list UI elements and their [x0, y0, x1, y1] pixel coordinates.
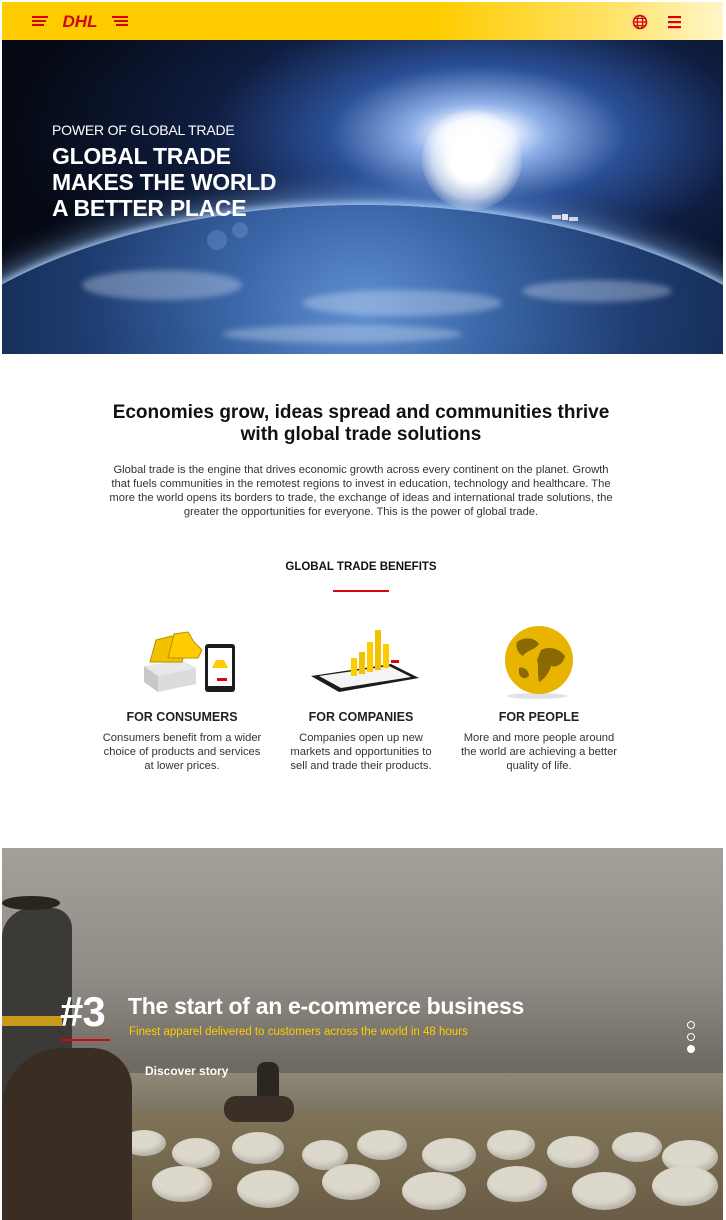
- site-header: [2, 2, 723, 40]
- story-carousel: [2, 848, 723, 1220]
- globe-icon[interactable]: [630, 12, 650, 32]
- story-number: #3: [60, 988, 105, 1035]
- hero-title: [52, 143, 276, 221]
- hero-title-line: GLOBAL TRADE: [52, 143, 231, 169]
- carousel-dot[interactable]: [687, 1033, 695, 1041]
- benefit-description: Consumers benefit from a wider choice of products and services at lower prices.: [102, 732, 262, 772]
- carousel-pagination: [687, 1021, 697, 1057]
- globe-icon: [479, 620, 599, 700]
- benefits-divider: [333, 590, 389, 592]
- carousel-dot[interactable]: [687, 1021, 695, 1029]
- benefit-people: [459, 620, 619, 773]
- satellite-icon: [552, 212, 578, 224]
- hamburger-menu-icon[interactable]: [664, 12, 686, 32]
- shoes-and-tablet-icon: [122, 620, 242, 700]
- story-title: The start of an e-commerce business: [128, 993, 524, 1019]
- logo-text: DHL: [62, 12, 98, 31]
- hero-title-line: A BETTER PLACE: [52, 195, 247, 221]
- hero-text: [52, 122, 276, 221]
- hero-banner: [2, 40, 723, 354]
- benefits-heading: GLOBAL TRADE BENEFITS: [285, 561, 437, 573]
- benefit-description: Companies open up new markets and opportunities to sell and trade their products.: [290, 732, 432, 772]
- tablet-bar-chart-icon: [301, 620, 421, 700]
- benefit-companies: [281, 620, 441, 773]
- story-number-underline: [60, 1039, 110, 1041]
- hero-title-line: MAKES THE WORLD: [52, 169, 277, 195]
- benefit-consumers: [102, 620, 262, 773]
- benefit-title: FOR PEOPLE: [498, 710, 580, 724]
- dhl-logo[interactable]: [32, 10, 128, 32]
- hero-kicker: POWER OF GLOBAL TRADE: [52, 122, 235, 138]
- intro-body: Global trade is the engine that drives economic growth across every continent on the planet. Growth that fuels communities in the remotest regions to invest in education, technology and healthcare. The more the world opens its borders to trade, the exchange of ideas and international trade solutions, the greater the opportunities for everyone. This is the power of global trade.: [109, 464, 613, 518]
- discover-story-link[interactable]: Discover story: [145, 1064, 229, 1078]
- benefit-title: FOR COMPANIES: [308, 710, 414, 724]
- intro-title: Economies grow, ideas spread and communities thrive with global trade solutions: [112, 402, 610, 445]
- carousel-dot-active[interactable]: [687, 1045, 695, 1053]
- benefit-title: FOR CONSUMERS: [126, 710, 238, 724]
- story-subtitle: Finest apparel delivered to customers across the world in 48 hours: [129, 1026, 468, 1038]
- sun-glow: [422, 110, 522, 210]
- benefit-description: More and more people around the world are achieving a better quality of life.: [460, 732, 618, 772]
